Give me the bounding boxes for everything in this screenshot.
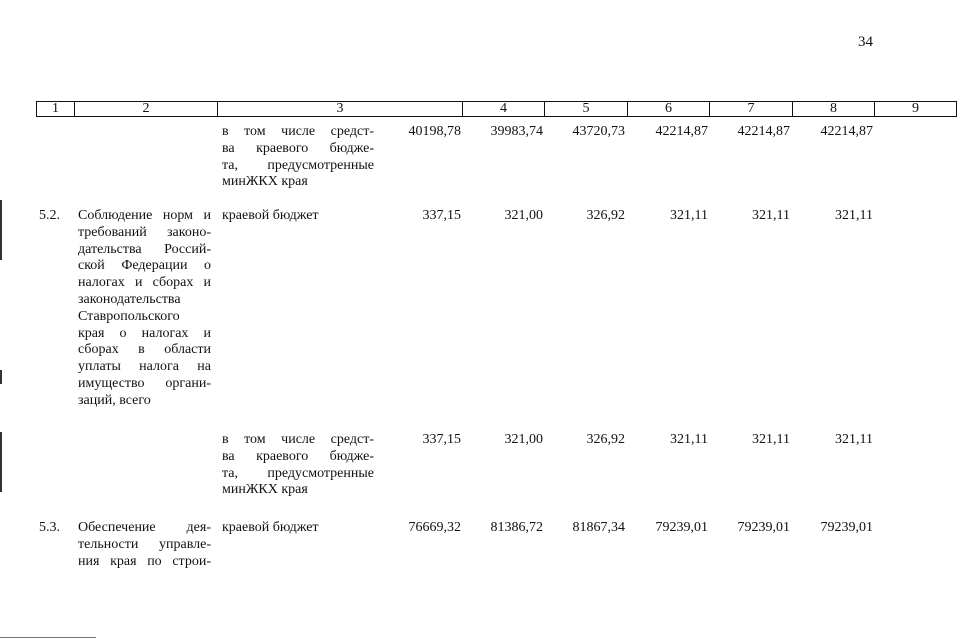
source-line: в том числе средст- xyxy=(222,124,374,139)
description-line: ской Федерации о xyxy=(78,258,211,274)
column-header-3: 3 xyxy=(218,102,463,117)
table-cell-value: 321,00 xyxy=(504,208,543,223)
source-line: минЖКХ края xyxy=(222,482,308,498)
scan-edge-mark xyxy=(0,370,2,384)
table-row-source: краевой бюджет xyxy=(222,520,319,535)
footer-divider xyxy=(0,637,96,638)
table-cell-value: 326,92 xyxy=(586,208,625,223)
table-row-source xyxy=(222,124,374,191)
column-header-5: 5 xyxy=(545,102,628,117)
scan-edge-mark xyxy=(0,432,2,492)
table-cell-value: 337,15 xyxy=(422,432,461,447)
table-cell-value: 321,11 xyxy=(752,208,790,223)
table-cell-value: 326,92 xyxy=(586,432,625,447)
source-line: та, предусмотренные xyxy=(222,157,374,173)
description-line: края о налогах и xyxy=(78,325,211,341)
description-line: Обеспечение дея- xyxy=(78,520,211,535)
source-line: минЖКХ края xyxy=(222,174,308,190)
table-row-description xyxy=(78,208,211,410)
source-line: та, предусмотренные xyxy=(222,465,374,481)
column-header-2: 2 xyxy=(75,102,218,117)
table-row-source: краевой бюджет xyxy=(222,208,319,223)
source-line: в том числе средст- xyxy=(222,432,374,447)
description-line: ния края по строи- xyxy=(78,553,211,569)
table-cell-value: 39983,74 xyxy=(490,124,543,139)
column-number-header xyxy=(36,101,957,120)
table-row-number: 5.3. xyxy=(39,520,60,535)
table-cell-value: 81867,34 xyxy=(572,520,625,535)
scan-edge-mark xyxy=(0,200,2,260)
table-cell-value: 81386,72 xyxy=(490,520,543,535)
table-cell-value: 321,00 xyxy=(504,432,543,447)
table-row-number: 5.2. xyxy=(39,208,60,223)
column-header-9: 9 xyxy=(875,102,957,117)
description-line: требований законо- xyxy=(78,224,211,240)
description-line: Соблюдение норм и xyxy=(78,208,211,223)
page-number: 34 xyxy=(858,34,873,50)
table-cell-value: 42214,87 xyxy=(737,124,790,139)
table-cell-value: 43720,73 xyxy=(572,124,625,139)
column-header-8: 8 xyxy=(793,102,875,117)
description-line: тельности управле- xyxy=(78,536,211,552)
table-cell-value: 40198,78 xyxy=(408,124,461,139)
description-line: уплаты налога на xyxy=(78,359,211,375)
table-cell-value: 321,11 xyxy=(752,432,790,447)
description-line: налогах и сборах и xyxy=(78,275,211,291)
description-line: законодательства xyxy=(78,291,181,307)
table-cell-value: 321,11 xyxy=(835,432,873,447)
description-line: имущество органи- xyxy=(78,375,211,391)
table-row-description xyxy=(78,520,211,570)
description-line: заций, всего xyxy=(78,392,151,408)
column-header-7: 7 xyxy=(710,102,793,117)
table-cell-value: 79239,01 xyxy=(820,520,873,535)
description-line: Ставропольского xyxy=(78,308,180,324)
source-line: ва краевого бюдже- xyxy=(222,448,374,464)
description-line: дательства Россий- xyxy=(78,241,211,257)
table-cell-value: 321,11 xyxy=(670,208,708,223)
description-line: сборах в области xyxy=(78,342,211,358)
table-cell-value: 79239,01 xyxy=(655,520,708,535)
column-header-1: 1 xyxy=(37,102,75,117)
table-cell-value: 42214,87 xyxy=(655,124,708,139)
column-header-4: 4 xyxy=(463,102,545,117)
table-cell-value: 321,11 xyxy=(670,432,708,447)
table-cell-value: 42214,87 xyxy=(820,124,873,139)
table-row-source xyxy=(222,432,374,499)
table-cell-value: 76669,32 xyxy=(408,520,461,535)
column-header-6: 6 xyxy=(628,102,710,117)
table-cell-value: 79239,01 xyxy=(737,520,790,535)
table-cell-value: 337,15 xyxy=(422,208,461,223)
source-line: ва краевого бюдже- xyxy=(222,140,374,156)
table-cell-value: 321,11 xyxy=(835,208,873,223)
